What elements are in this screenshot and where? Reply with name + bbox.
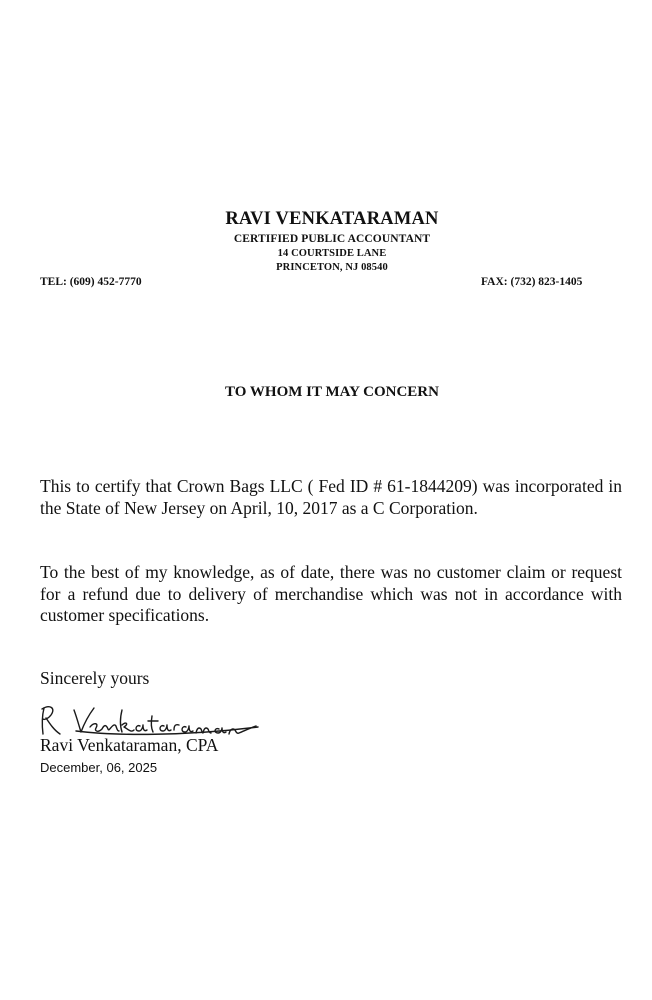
letterhead-street: 14 COURTSIDE LANE <box>277 248 387 259</box>
closing: Sincerely yours <box>40 668 150 688</box>
fax-number: FAX: (732) 823-1405 <box>481 276 583 288</box>
signer-name: Ravi Venkataraman, CPA <box>40 735 219 755</box>
letterhead-title: CERTIFIED PUBLIC ACCOUNTANT <box>233 233 431 245</box>
letter-heading: TO WHOM IT MAY CONCERN <box>225 384 439 400</box>
paragraph-certification: This to certify that Crown Bags LLC ( Fed ID # 61-1844209) was incorporated in the State of New Jersey on April, 10, 2017 as a C Corporation. <box>40 476 622 518</box>
paragraph-claims: To the best of my knowledge, as of date, there was no customer claim or request for a refund due to delivery of merchandise which was not in accordance with customer specifications. <box>40 562 622 625</box>
letter-date: December, 06, 2025 <box>40 760 158 775</box>
letterhead-city: PRINCETON, NJ 08540 <box>276 262 388 273</box>
telephone-number: TEL: (609) 452-7770 <box>40 276 142 288</box>
letterhead-name: RAVI VENKATARAMAN <box>225 209 439 229</box>
